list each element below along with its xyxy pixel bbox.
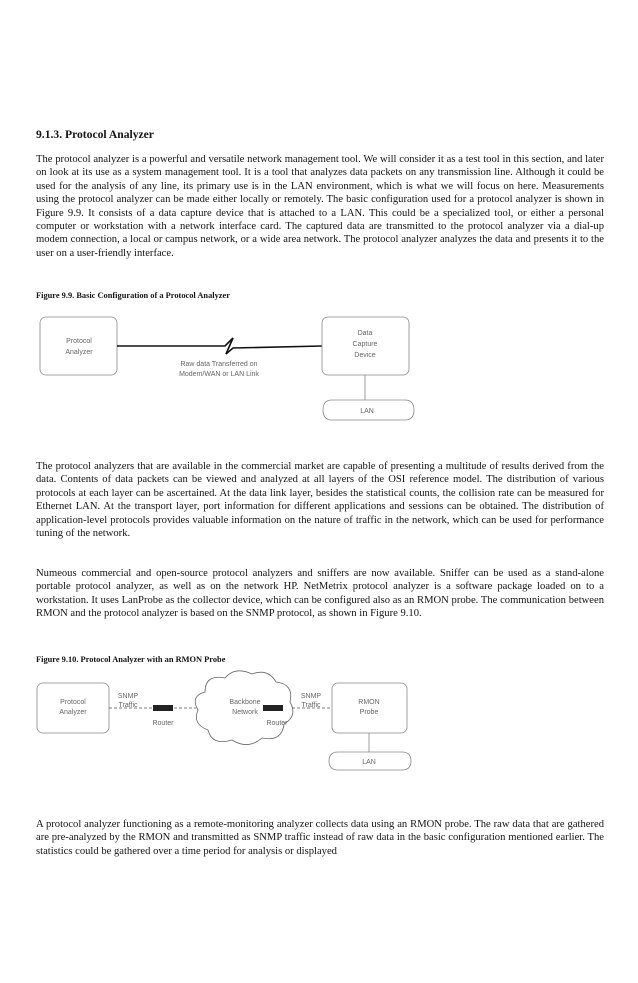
figure-9-10-caption: Figure 9.10. Protocol Analyzer with an RMON Probe [36, 655, 226, 664]
router-left-label: Router [152, 720, 174, 727]
paragraph-capabilities: The protocol analyzers that are available in the commercial market are capable of presenting a multitude of results derived from the data. Contents of data packets can be viewed and analyzed at all layers of the OSI reference model. The distribution of various protocols at each layer can be ascertained. At the data link layer, besides the statistical counts, the collision rate can be measured for Ethernet LAN. At the transport layer, port information for different applications and sessions can be obtained. The distribution of application-level protocols provides valuable information on the nature of traffic in the network, which can be used for performance tuning of the network. [36, 461, 604, 540]
rmon-label-line1: RMON [358, 699, 380, 706]
paragraph-intro: The protocol analyzer is a powerful and versatile network management tool. We will consider it as a test tool in this section, and later on look at its use as a system management tool. It is a tool that analyzes data packets on any transmission line. Although it could be used for the analysis of any line, its primary use is in the LAN environment, which is what we will focus on here. Measurements using the protocol analyzer can be made either locally or remotely. The basic configuration used for a protocol analyzer is shown in Figure 9.9. It consists of a data capture device that is attached to a LAN. This could be a specialized tool, or either a personal computer or workstation with a network interface card. The captured data are transmitted to the protocol analyzer via a dial-up modem connection, a local or campus network, or a wide area network. The protocol analyzer analyzes the data and presents it to the user on a user-friendly interface. [36, 154, 604, 259]
capture-label-line2: Capture [352, 341, 378, 348]
paragraph-rmon: A protocol analyzer functioning as a remote-monitoring analyzer collects data using an RMON probe. The raw data that are gathered are pre-analyzed by the RMON and transmitted as SNMP traffic instead of raw data in the basic configuration mentioned earlier. The statistics could be gathered over a time period for analysis or displayed [36, 819, 604, 857]
capture-label-line3: Device [354, 352, 376, 359]
figure-9-10-diagram [0, 664, 638, 810]
snmp-right-label-line1: SNMP [300, 693, 322, 700]
protocol-analyzer-box [37, 683, 109, 733]
backbone-label-line2: Network [232, 709, 258, 716]
rmon-probe-box [332, 683, 407, 733]
backbone-label-line1: Backbone [229, 699, 261, 706]
analyzer-label-line1: Protocol [66, 338, 92, 345]
figure-9-9-diagram [0, 300, 638, 452]
snmp-right-label-line2: Traffic [301, 702, 321, 709]
capture-label-line1: Data [357, 330, 373, 337]
link-label-line2: Modem/WAN or LAN Link [179, 371, 259, 378]
right-router-icon [263, 705, 283, 711]
raw-data-link-line [117, 338, 322, 354]
section-heading: 9.1.3. Protocol Analyzer [36, 128, 154, 141]
lan-label: LAN [360, 408, 374, 415]
figure-9-9-caption: Figure 9.9. Basic Configuration of a Protocol Analyzer [36, 291, 230, 300]
rmon-label-line2: Probe [359, 709, 379, 716]
router-right-label: Router [266, 720, 288, 727]
paragraph-products: Numeous commercial and open-source protocol analyzers and sniffers are now available. Sniffer can be used as a stand-alone portable protocol analyzer, as well as on the network HP. NetMetrix protocol analyzer is a software package loaded on to a workstation. It uses LanProbe as the collector device, which can be configured also as an RMON probe. The communication between RMON and the protocol analyzer is based on the SNMP protocol, as shown in Figure 9.10. [36, 568, 604, 620]
analyzer-label-line1: Protocol [60, 699, 86, 706]
snmp-left-label-line1: SNMP [117, 693, 139, 700]
link-label-line1: Raw data Transferred on [180, 361, 258, 368]
snmp-left-label-line2: Traffic [118, 702, 138, 709]
left-router-icon [153, 705, 173, 711]
protocol-analyzer-box [40, 317, 117, 375]
analyzer-label-line2: Analyzer [65, 349, 93, 356]
lan-label: LAN [362, 759, 376, 766]
analyzer-label-line2: Analyzer [59, 709, 87, 716]
